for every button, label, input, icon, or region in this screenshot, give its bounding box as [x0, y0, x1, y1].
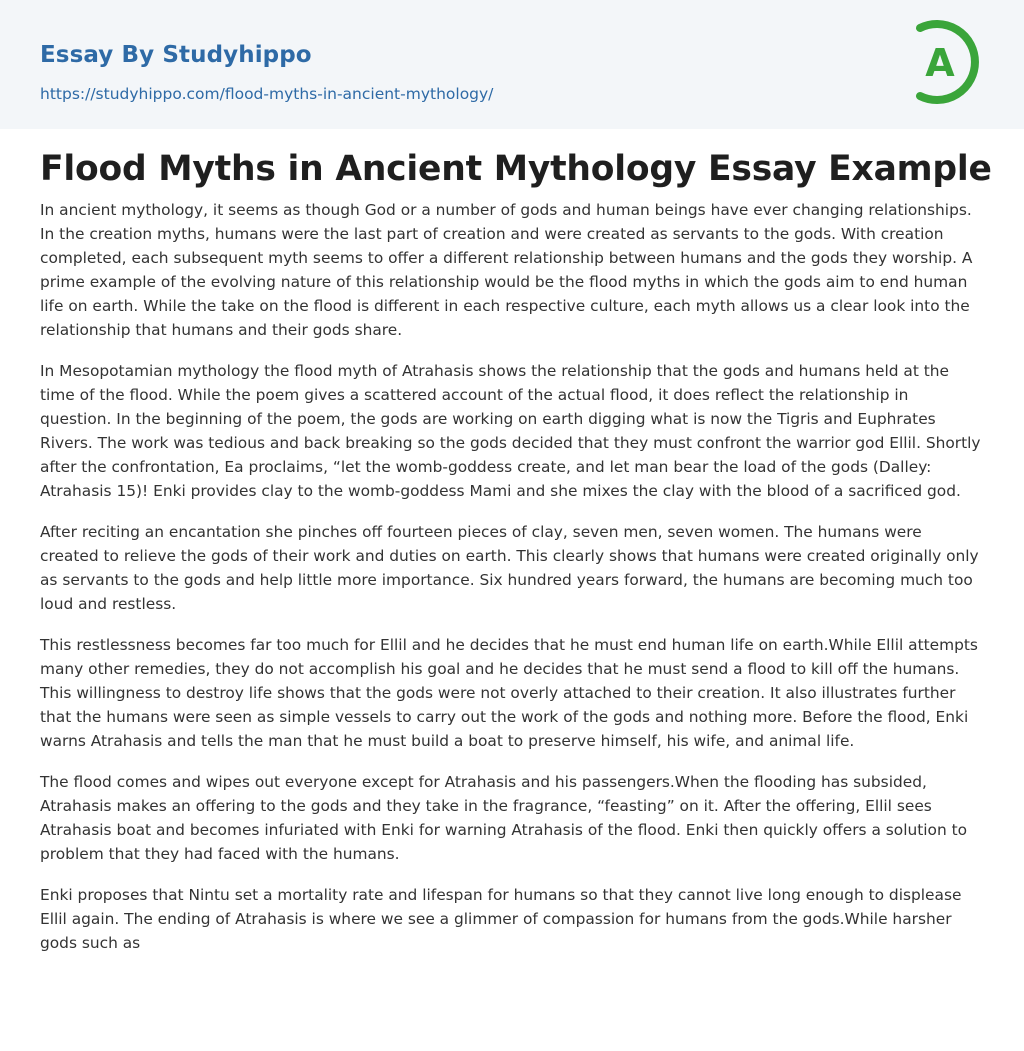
page-title: Flood Myths in Ancient Mythology Essay Example: [40, 149, 992, 189]
article-paragraph: This restlessness becomes far too much for Ellil and he decides that he must end human life on earth.While Ellil attempts many other remedies, they do not accomplish his goal and he decides that he must send a flood to kill off the humans. This willingness to destroy life shows that the gods were not overly attached to their creation. It also illustrates further that the humans were seen as simple vessels to carry out the work of the gods and nothing more. Before the flood, Enki warns Atrahasis and tells the man that he must build a boat to preserve himself, his wife, and animal life.: [40, 636, 978, 750]
article-paragraph: In ancient mythology, it seems as though God or a number of gods and human beings have ever changing relationships. In the creation myths, humans were the last part of creation and were created as servants to the gods. With creation completed, each subsequent myth seems to offer a different relationship between humans and the gods they worship. A prime example of the evolving nature of this relationship would be the flood myths in which the gods aim to end human life on earth. While the take on the flood is different in each respective culture, each myth allows us a clear look into the relationship that humans and their gods share.: [40, 201, 973, 339]
site-header: [0, 0, 1024, 129]
article: [0, 129, 1024, 955]
article-paragraph: The flood comes and wipes out everyone except for Atrahasis and his passengers.When the flooding has subsided, Atrahasis makes an offering to the gods and they take in the fragrance, “feasting” on it. After the offering, Ellil sees Atrahasis boat and becomes infuriated with Enki for warning Atrahasis of the flood. Enki then quickly offers a solution to problem that they had faced with the humans.: [40, 773, 968, 863]
studyhippo-logo[interactable]: [904, 18, 988, 106]
logo-ring-icon: [904, 18, 988, 106]
source-url-link[interactable]: https://studyhippo.com/flood-myths-in-ancient-mythology/: [40, 85, 494, 103]
brand-title: Essay By Studyhippo: [40, 42, 312, 68]
article-paragraph: Enki proposes that Nintu set a mortality rate and lifespan for humans so that they cannot live long enough to displease Ellil again. The ending of Atrahasis is where we see a glimmer of compassion for humans from the gods.While harsher gods such as: [40, 886, 962, 952]
logo-letter: A: [925, 41, 955, 85]
article-paragraph: After reciting an encantation she pinches off fourteen pieces of clay, seven men, seven women. The humans were created to relieve the gods of their work and duties on earth. This clearly shows that humans were created originally only as servants to the gods and help little more importance. Six hundred years forward, the humans are becoming much too loud and restless.: [40, 523, 979, 613]
article-paragraph: In Mesopotamian mythology the flood myth of Atrahasis shows the relationship that the gods and humans held at the time of the flood. While the poem gives a scattered account of the actual flood, it does reflect the relationship in question. In the beginning of the poem, the gods are working on earth digging what is now the Tigris and Euphrates Rivers. The work was tedious and back breaking so the gods decided that they must confront the warrior god Ellil. Shortly after the confrontation, Ea proclaims, “let the womb-goddess create, and let man bear the load of the gods (Dalley: Atrahasis 15)! Enki provides clay to the womb-goddess Mami and she mixes the clay with the blood of a sacrificed god.: [40, 362, 981, 500]
